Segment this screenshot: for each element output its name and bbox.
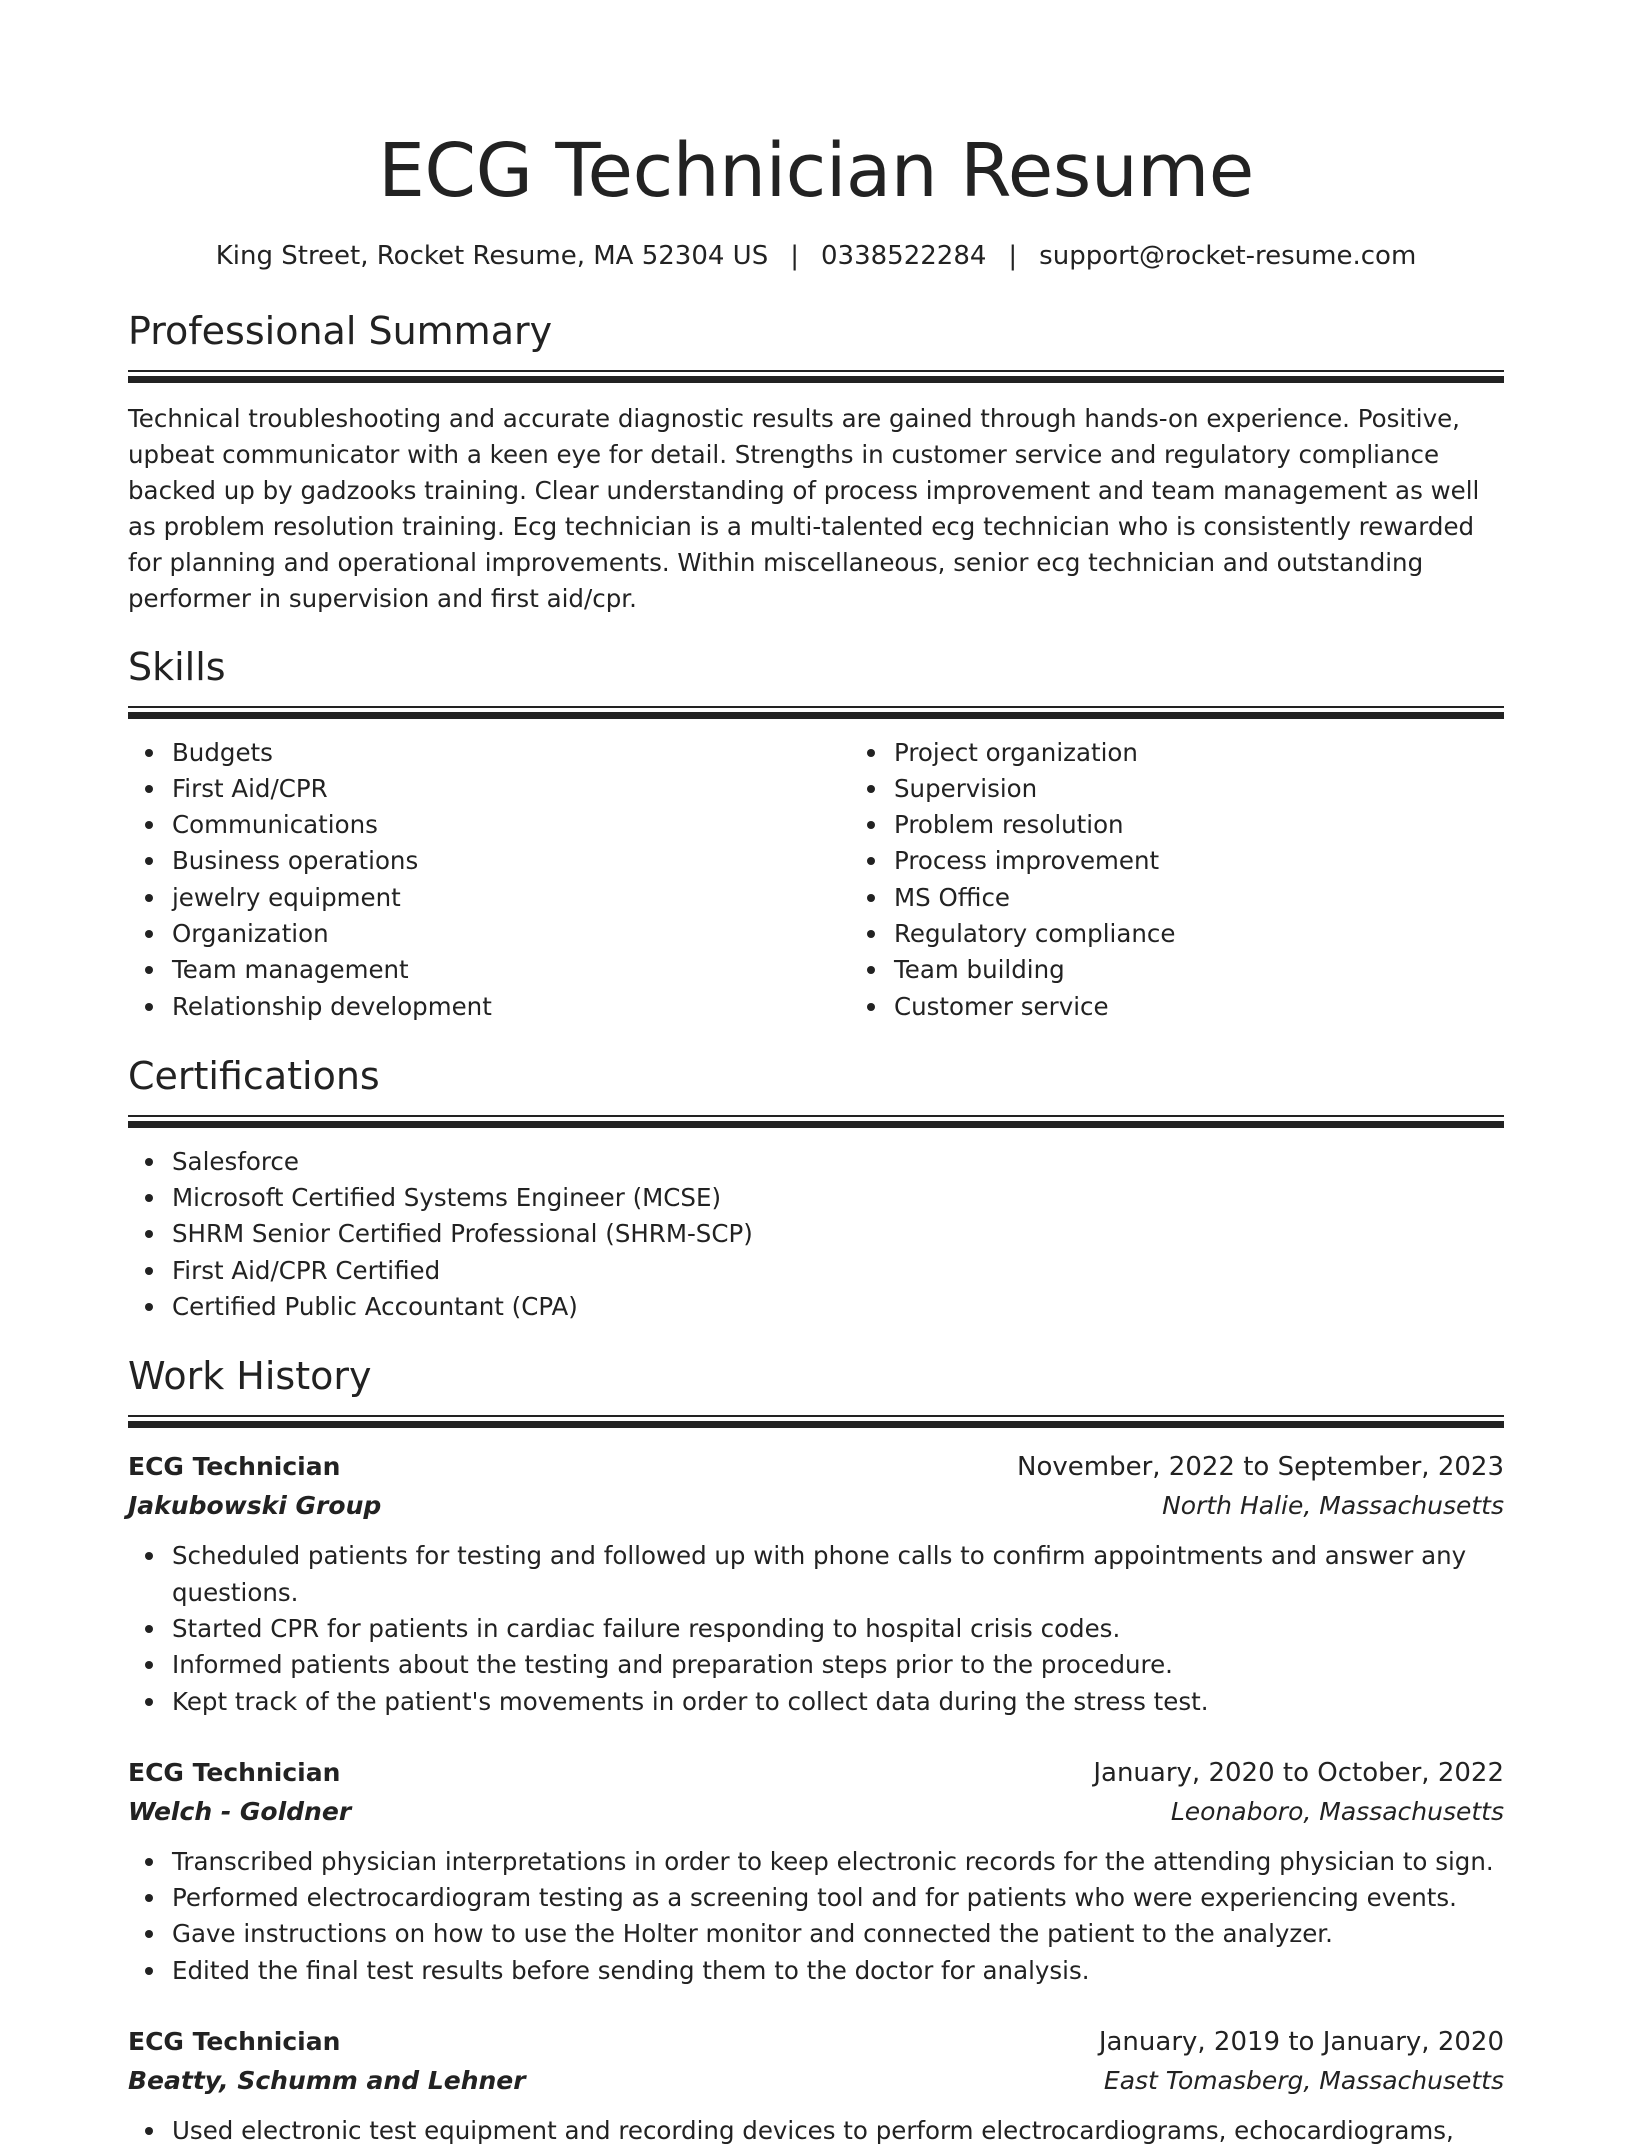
section-heading-certifications: Certifications	[128, 1053, 380, 1098]
job-duties-list	[128, 1844, 1504, 1989]
job-entry	[128, 2023, 1504, 2149]
section-divider-thick	[128, 1121, 1504, 1128]
skill-item: Organization	[172, 916, 850, 952]
contact-separator: |	[790, 241, 799, 271]
job-location: North Halie, Massachusetts	[1162, 1491, 1504, 1521]
skill-item: Team management	[172, 952, 850, 988]
certification-item: First Aid/CPR Certified	[172, 1253, 1504, 1289]
job-duty-item: Transcribed physician interpretations in order to keep electronic records for the attending physician to sign.	[172, 1844, 1504, 1880]
certifications-section	[128, 1051, 1504, 1325]
job-duty-item: Gave instructions on how to use the Holter monitor and connected the patient to the analyzer.	[172, 1916, 1504, 1952]
job-duty-item: Scheduled patients for testing and followed up with phone calls to confirm appointments and answer any questions.	[172, 1538, 1504, 1611]
contact-line	[128, 238, 1504, 274]
job-title: ECG Technician	[128, 1757, 341, 1787]
skill-item: Regulatory compliance	[894, 916, 1572, 952]
job-header-row	[128, 2023, 1504, 2061]
section-divider-thick	[128, 1421, 1504, 1428]
contact-phone: 0338522284	[820, 241, 987, 271]
job-duties-list	[128, 1538, 1504, 1719]
section-divider	[128, 1415, 1504, 1417]
summary-section	[128, 306, 1504, 617]
contact-email: support@rocket-resume.com	[1039, 241, 1417, 271]
skills-list-left	[128, 735, 850, 1025]
section-divider-thick	[128, 376, 1504, 383]
job-duties-list	[128, 2113, 1504, 2149]
section-heading-skills: Skills	[128, 644, 226, 689]
job-dates: January, 2019 to January, 2020	[1098, 2027, 1504, 2058]
job-duty-item: Edited the final test results before sending them to the doctor for analysis.	[172, 1953, 1504, 1989]
section-divider-thick	[128, 712, 1504, 719]
section-divider	[128, 706, 1504, 708]
job-entry	[128, 1754, 1504, 1989]
certifications-list	[128, 1144, 1504, 1325]
skill-item: Team building	[894, 952, 1572, 988]
skill-item: MS Office	[894, 880, 1572, 916]
skills-list-right	[850, 735, 1572, 1025]
skill-item: Budgets	[172, 735, 850, 771]
certification-item: Salesforce	[172, 1144, 1504, 1180]
certification-item: SHRM Senior Certified Professional (SHRM-SCP)	[172, 1216, 1504, 1252]
skill-item: First Aid/CPR	[172, 771, 850, 807]
resume-title: ECG Technician Resume	[378, 128, 1254, 214]
resume-page	[128, 0, 1504, 2149]
job-header-row	[128, 1448, 1504, 1486]
work-history-section	[128, 1351, 1504, 2149]
section-heading-work-history: Work History	[128, 1354, 372, 1399]
job-duty-item: Informed patients about the testing and preparation steps prior to the procedure.	[172, 1647, 1504, 1683]
job-company: Welch - Goldner	[128, 1796, 352, 1826]
job-employer-row	[128, 1792, 1504, 1832]
job-employer-row	[128, 1486, 1504, 1526]
summary-text: Technical troubleshooting and accurate diagnostic results are gained through hands-on experience. Positive, upbeat communicator with a keen eye for detail. Strengths in customer service and regulatory compliance backed up by gadzooks training. Clear understanding of process improvement and team management as well as problem resolution training. Ecg technician is a multi-talented ecg technician who is consistently rewarded for planning and operational improvements. Within miscellaneous, senior ecg technician and outstanding performer in supervision and first aid/cpr.	[128, 404, 1480, 613]
contact-address: King Street, Rocket Resume, MA 52304 US	[215, 241, 769, 271]
certification-item: Microsoft Certified Systems Engineer (MCSE)	[172, 1180, 1504, 1216]
job-duty-item: Started CPR for patients in cardiac failure responding to hospital crisis codes.	[172, 1611, 1504, 1647]
section-divider	[128, 1115, 1504, 1117]
section-divider	[128, 370, 1504, 372]
skill-item: Business operations	[172, 843, 850, 879]
skill-item: Process improvement	[894, 843, 1572, 879]
job-duty-item: Performed electrocardiogram testing as a screening tool and for patients who were experiencing events.	[172, 1880, 1504, 1916]
skill-item: Communications	[172, 807, 850, 843]
job-employer-row	[128, 2061, 1504, 2101]
job-header-row	[128, 1754, 1504, 1792]
skill-item: Project organization	[894, 735, 1572, 771]
skills-grid	[128, 719, 1504, 1025]
job-location: Leonaboro, Massachusetts	[1170, 1796, 1504, 1826]
section-heading-summary: Professional Summary	[128, 309, 553, 353]
job-company: Jakubowski Group	[128, 1491, 382, 1521]
contact-separator: |	[1008, 241, 1018, 271]
skill-item: Supervision	[894, 771, 1572, 807]
skills-section	[128, 642, 1504, 1025]
job-title: ECG Technician	[128, 2027, 341, 2057]
skill-item: Relationship development	[172, 989, 850, 1025]
skill-item: Problem resolution	[894, 807, 1572, 843]
job-title: ECG Technician	[128, 1452, 341, 1482]
skill-item: Customer service	[894, 989, 1572, 1025]
job-dates: November, 2022 to September, 2023	[1017, 1452, 1504, 1483]
job-duty-item: Used electronic test equipment and recording devices to perform electrocardiograms, echocardiograms,	[172, 2113, 1504, 2149]
job-dates: January, 2020 to October, 2022	[1093, 1757, 1504, 1788]
certification-item: Certified Public Accountant (CPA)	[172, 1289, 1504, 1325]
job-company: Beatty, Schumm and Lehner	[128, 2066, 526, 2096]
job-entry	[128, 1448, 1504, 1719]
job-location: East Tomasberg, Massachusetts	[1103, 2066, 1504, 2096]
job-duty-item: Kept track of the patient's movements in order to collect data during the stress test.	[172, 1684, 1504, 1720]
skill-item: jewelry equipment	[172, 880, 850, 916]
